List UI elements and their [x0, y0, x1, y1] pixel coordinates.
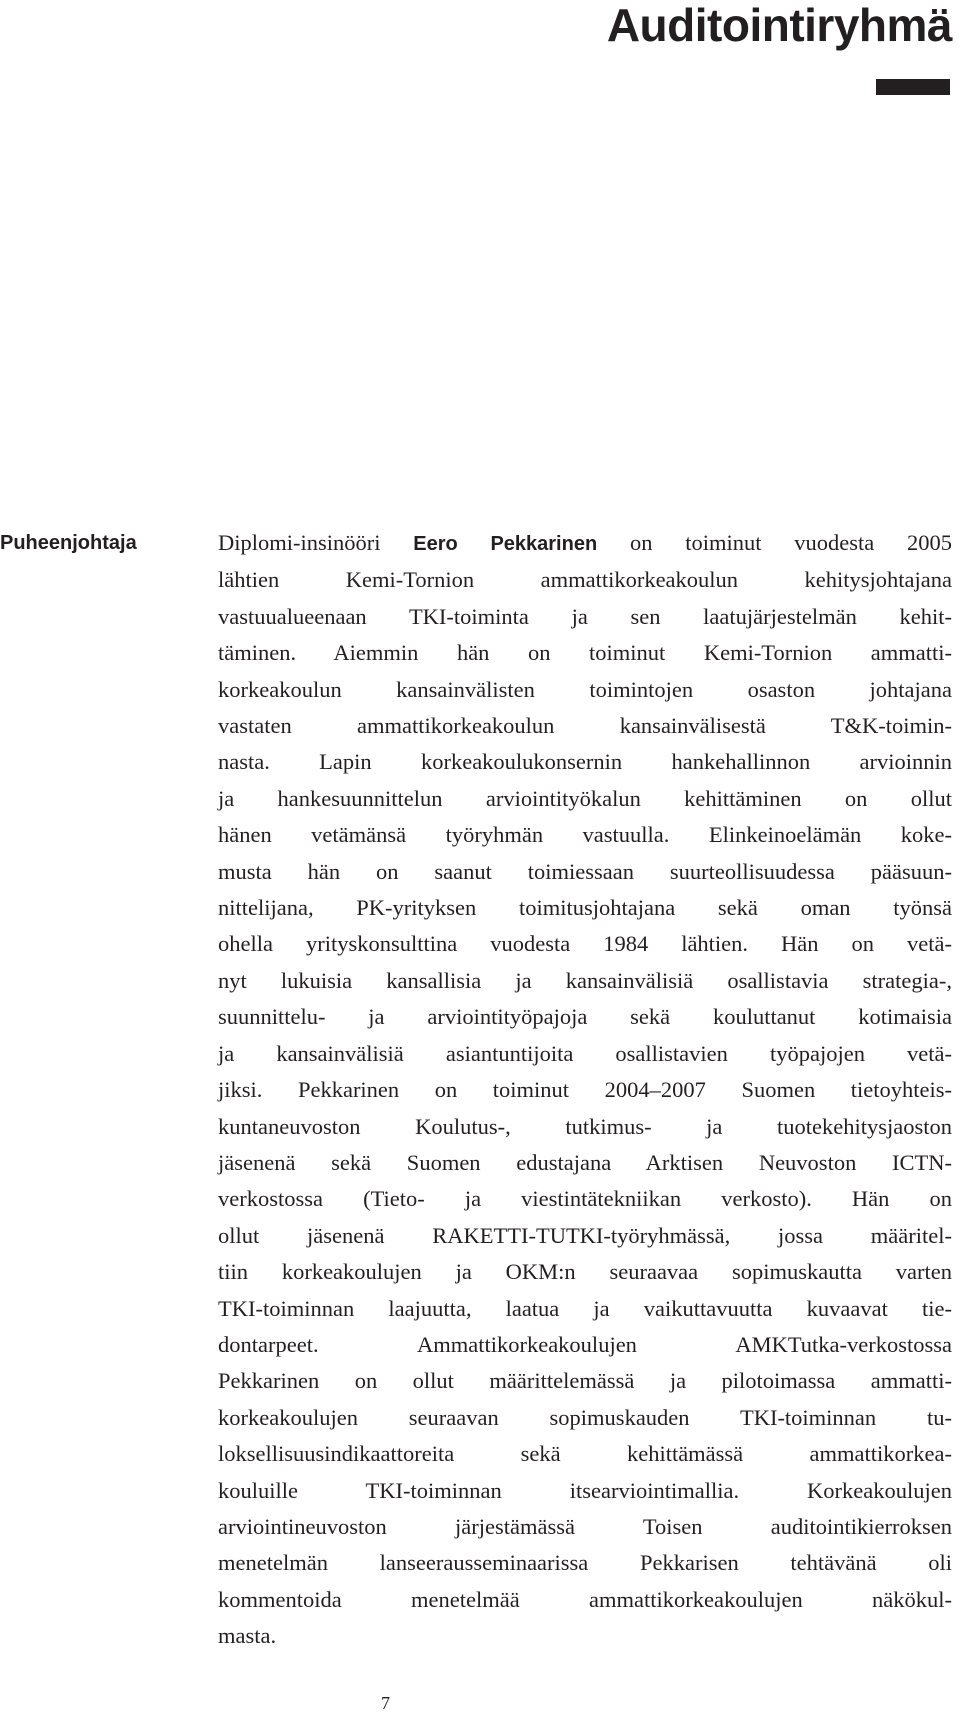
paragraph-line: jäsenenä sekä Suomen edustajana Arktisen Neuvoston ICTN-: [218, 1149, 952, 1175]
paragraph-line: vastaten ammattikorkeakoulun kansainvälisestä T&K-toimin-: [218, 713, 952, 739]
paragraph-line: korkeakoulujen seuraavan sopimuskauden TKI-toiminnan tu-: [218, 1404, 952, 1430]
paragraph-line: ollut jäsenenä RAKETTI-TUTKI-työryhmässä, jossa määritel-: [218, 1222, 952, 1248]
paragraph-line: masta.: [218, 1623, 277, 1649]
paragraph-line: [218, 525, 952, 562]
paragraph-line: tiin korkeakoulujen ja OKM:n seuraavaa sopimuskautta varten: [218, 1259, 952, 1285]
paragraph-line: verkostossa (Tieto- ja viestintätekniikan verkosto). Hän on: [218, 1186, 952, 1212]
page-number: 7: [381, 1693, 390, 1713]
paragraph-line: TKI-toiminnan laajuutta, laatua ja vaikuttavuutta kuvaavat tie-: [218, 1295, 952, 1321]
paragraph-line: arviointineuvoston järjestämässä Toisen auditointikierroksen: [218, 1513, 952, 1539]
paragraph-line: vastuualueenaan TKI-toiminta ja sen laatujärjestelmän kehit-: [218, 603, 952, 629]
paragraph-line: ja kansainvälisiä asiantuntijoita osallistavien työpajojen vetä-: [218, 1040, 952, 1066]
paragraph-line: kommentoida menetelmää ammattikorkeakoulujen näkökul-: [218, 1586, 952, 1612]
biography-paragraph: [218, 525, 952, 1655]
paragraph-line: lähtien Kemi-Tornion ammattikorkeakoulun kehitysjohtajana: [218, 567, 952, 593]
paragraph-line: nittelijana, PK-yrityksen toimitusjohtajana sekä oman työnsä: [218, 895, 952, 921]
paragraph-line: ja hankesuunnittelun arviointityökalun kehittäminen on ollut: [218, 785, 952, 811]
title-rule: [876, 79, 950, 95]
paragraph-line: jiksi. Pekkarinen on toiminut 2004–2007 Suomen tietoyhteis-: [218, 1077, 952, 1103]
paragraph-line: loksellisuusindikaattoreita sekä kehittämässä ammattikorkea-: [218, 1441, 952, 1467]
paragraph-line: suunnittelu- ja arviointityöpajoja sekä kouluttanut kotimaisia: [218, 1004, 952, 1030]
paragraph-line: kuntaneuvoston Koulutus-, tutkimus- ja tuotekehitysjaoston: [218, 1113, 952, 1139]
paragraph-line: musta hän on saanut toimiessaan suurteollisuudessa pääsuun-: [218, 858, 952, 884]
paragraph-line: hänen vetämänsä työryhmän vastuulla. Elinkeinoelämän koke-: [218, 822, 952, 848]
paragraph-line: kouluille TKI-toiminnan itsearviointimallia. Korkeakoulujen: [218, 1477, 952, 1503]
line-text-post: on toiminut vuodesta 2005: [597, 530, 953, 555]
paragraph-line: Pekkarinen on ollut määrittelemässä ja pilotoimassa ammatti-: [218, 1368, 952, 1394]
paragraph-line: nasta. Lapin korkeakoulukonsernin hankehallinnon arvioinnin: [218, 749, 952, 775]
page-title: Auditointiryhmä: [606, 0, 952, 51]
paragraph-line: dontarpeet. Ammattikorkeakoulujen AMKTutka-verkostossa: [218, 1331, 952, 1357]
line-text-pre: Diplomi-insinööri: [218, 530, 414, 555]
paragraph-line: nyt lukuisia kansallisia ja kansainvälisiä osallistavia strategia-,: [218, 967, 952, 993]
paragraph-line: ohella yrityskonsulttina vuodesta 1984 lähtien. Hän on vetä-: [218, 931, 952, 957]
section-label-chair: Puheenjohtaja: [0, 532, 137, 554]
paragraph-line: täminen. Aiemmin hän on toiminut Kemi-Tornion ammatti-: [218, 640, 952, 666]
person-name: Eero Pekkarinen: [413, 533, 598, 555]
paragraph-line: menetelmän lanseerausseminaarissa Pekkarisen tehtävänä oli: [218, 1550, 952, 1576]
paragraph-line: korkeakoulun kansainvälisten toimintojen osaston johtajana: [218, 676, 952, 702]
